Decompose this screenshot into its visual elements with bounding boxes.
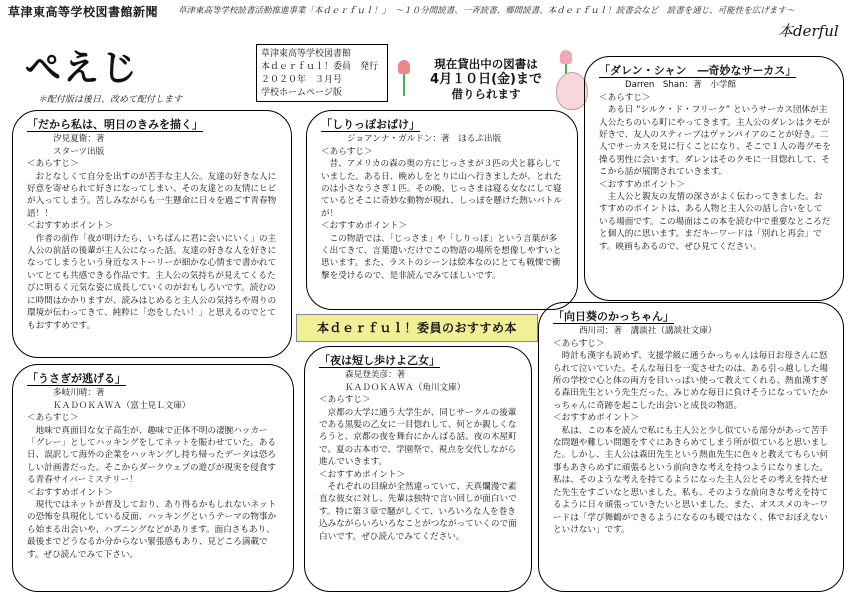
point-heading: ＜おすすめポイント＞ — [321, 221, 408, 232]
newspaper-logo: ぺえじ — [25, 47, 140, 89]
book-title: 「夜は短し歩けよ乙女」 — [319, 354, 440, 367]
book-card — [12, 110, 292, 358]
book-synopsis: 京都の大学に通う大学生が、同じサークルの後輩である黒髪の乙女に一目惚れして、何とか親しくなろうと、京都の夜を舞台にかんばる話。夜の木屋町で、夏の古本市で、学園祭で、視点を交代しながら進んでいきます。 — [319, 407, 517, 468]
book-title: 「うさぎが逃げる」 — [27, 372, 126, 385]
tulip-icon — [398, 60, 410, 96]
return-notice — [423, 57, 549, 102]
book-title: 「ダレン・シャン ―奇妙なサーカス」 — [599, 64, 797, 77]
book-synopsis: ある日 “シルク・ド・フリーク” というサーカス団体が主人公たちのいる町にやってきます。主人公のダレンはクモが好きで、友人のスティーブはヴァンパイアのことが好き。二人でサーカスを見に行くことになり、そこで１人の毒グモを操る男性に会います。ダレンはそのクモに一目惚れして、そこから話が展開されていきます。 — [599, 105, 831, 178]
notice-line: 4月１０日(金)まで — [430, 72, 542, 87]
newspaper-subtitle: 草津東高等学校読書活動推進事業「本ｄｅｒｆｕｌ！」 ～１０分間読書、一斉読書、郷間読書、本ｄｅｒｆｕｌ！読書会など 読書を通じ、可能性を広げます～ — [178, 6, 795, 16]
book-point: それぞれの目線が全然違っていて、天真爛漫で素直な彼女に対し、先輩は独特で言い回しが面白いです。特に第３章で騒がしくて、いろいろな人を巻き込みながらいろいろなことがつながっていくので面白いです。ぜひ読んでみてください。 — [319, 482, 517, 542]
synopsis-heading: ＜あらすじ＞ — [599, 92, 651, 103]
book-point: 主人公と親友の友情の深さがよく伝わってきました。おすすめのポイントは、ある人物と主人公の話し合いをしている場面です。この場面はこの本を読む中で重要なところだと個人的に思います。まだキーワードは「別れと再会」です。映画もあるので、ぜひ見てください。 — [599, 192, 831, 252]
notice-line: 借りられます — [451, 87, 521, 101]
book-author: 森見登美彦：著 — [345, 370, 406, 381]
publisher-box — [256, 44, 388, 102]
book-card — [584, 56, 844, 301]
book-point: 私は、この本を読んで私にも主人公と少し似ている部分があって苦手な問題や難しい問題をすぐにあきらめてしまう所が似ていると思いました。しかし、主人公は森田先生という熱血先生に色々と教えてもらい何事もあきらめずに頑張るという前向きな考えを持つようになりました。私は、そのような考えを持てるようになった主人公とその考えを持たせた先生をすごいなと思いました。私も、そのような前向きな考えを持てるように日々頑張っていきたいと思いました。また、オススメのキーワードは「学び舞鶴ができるようになるのも暖ではなく、体でおぼえないといけない」です。 — [553, 425, 829, 535]
distribution-note: ＊配付版は後日、改めて配付します — [38, 95, 183, 105]
book-publisher: ＫＡＤＯＫＡＷＡ（角川文庫） — [345, 382, 466, 393]
book-title: 「向日葵のかっちゃん」 — [553, 310, 674, 323]
edition-line: 学校ホームページ版 — [261, 88, 342, 98]
point-heading: ＜おすすめポイント＞ — [599, 179, 686, 190]
book-author: Darren Shan：著 小学館 — [625, 80, 737, 91]
publisher-line: 本ｄｅｒｆｕｌ！委員 発行 — [261, 62, 379, 72]
newspaper-title: 草津東高等学校図書館新聞 — [8, 5, 159, 19]
book-point: 現代ではネットが普及しており、あり得るかもしれないネットの恐怖を具現化している反面、ハッキングというテーマの物事から始まる出会いや、ハプニングなどがあります。面白さもあり、最後までどうなるか分からない緊張感もあり、見どころ満載です。ぜひ読んでみて下さい。 — [27, 500, 277, 560]
book-author: ジョアンナ・ガルドン：著 ほるぷ出版 — [347, 134, 502, 145]
book-point: 作者の前作「夜が明けたら、いちばんに君に会いにいく」の主人公の前話の後輩が主人公になった話。友達の好きな人を好きになってしまうという身近なストーリーが細かな心情まで書かれていてとても共感できる作品です。主人公の気持ちが見えてくるたびに明るく元気な姿に成長していくのがおもしろいです。読むのに時間はかかりますが、読みはじめると主人公の気持ちや周りの環境が伝わってきて、純粋に「恋をしたい！」と思えるのでとてもおすすめです。 — [27, 233, 277, 331]
book-point: この物語では、「じっさま」や「しりっぽ」という言葉が多く出てきて、言葉遣いだけでこの物語の場所を想像しやすいと思います。また、ラストのシーンは絵本なのにとても戦慄で衝撃を受けるので、是非読んでみてほしいです。 — [321, 233, 562, 281]
point-heading: ＜おすすめポイント＞ — [319, 469, 406, 480]
book-author: 汐見夏衛：著 — [53, 134, 105, 145]
book-synopsis: 時計も漢字も読めず、支援学級に通うかっちゃんは毎日お母さんに怒られて泣いていた。そんな毎日を一変させたのは、ある引っ越しした場所の学校で心と体の両方を目いっぱい使って教えてくれる、熱血漢すぎる森田先生という先生だった。みじめな毎日に負けそうになっていたかっちゃんに奇跡を起こした出会いと成長の物語。 — [553, 351, 829, 411]
book-author: 西川司：著 講談社（講談社文庫） — [579, 326, 717, 337]
book-synopsis: おとなしくて自分を出すのが苦手な主人公。友達の好きな人に好意を寄せられて好きになってしまい、その友達との友情にヒビが入ってしまう。苦しみながらも一生懸命に日々を過ごす青春物語！！ — [27, 171, 277, 219]
point-heading: ＜おすすめポイント＞ — [27, 221, 114, 232]
brand-logo: 本derful — [778, 22, 839, 40]
book-card — [306, 110, 578, 310]
synopsis-heading: ＜あらすじ＞ — [27, 159, 79, 170]
synopsis-heading: ＜あらすじ＞ — [321, 146, 373, 157]
book-publisher: スターツ出版 — [53, 146, 105, 157]
point-heading: ＜おすすめポイント＞ — [553, 413, 640, 424]
book-card — [538, 302, 844, 592]
issue-line: ２０２０年 ３月号 — [261, 75, 343, 85]
book-card — [12, 364, 294, 592]
book-card — [304, 346, 532, 592]
book-publisher: ＫＡＤＯＫＡＷＡ（富士見Ｌ文庫） — [53, 400, 191, 411]
synopsis-heading: ＜あらすじ＞ — [319, 395, 371, 406]
book-synopsis: 地味で真面目な女子高生が、趣味で正体不明の凄腕ハッカー「グレー」としてハッキングをしてネットを賑わせていた。ある日、誤訳して海外の企業をハッキングし持ち帰ったデータは恐ろしい計画書だった。そこからダークウェブの遊びが現実を侵食する青春サイバーミステリー！ — [27, 425, 276, 486]
book-author: 多岐川晴：著 — [53, 388, 105, 399]
synopsis-heading: ＜あらすじ＞ — [27, 413, 79, 424]
recommendation-banner: 本ｄｅｒｆｕｌ！委員のおすすめ本 — [296, 314, 538, 342]
point-heading: ＜おすすめポイント＞ — [27, 487, 114, 498]
book-title: 「だから私は、明日のきみを描く」 — [27, 118, 203, 131]
book-synopsis: 昔、アメリカの森の奥の方にじっさまが３匹の犬と暮らしていました。ある日、晩めしをとりに山へ行きましたが、とれたのは小さなうさぎ１匹。その晩、じっさまは寝る女なにして寝ているとそこに奇妙な動物が現れ、しっぽを懸けた熱いバトルが！ — [321, 159, 562, 219]
notice-line: 現在貸出中の図書は — [434, 57, 538, 71]
book-title: 「しりっぽおばけ」 — [321, 118, 420, 131]
publisher-line: 草津東高等学校図書館 — [261, 49, 352, 59]
synopsis-heading: ＜あらすじ＞ — [553, 338, 605, 349]
